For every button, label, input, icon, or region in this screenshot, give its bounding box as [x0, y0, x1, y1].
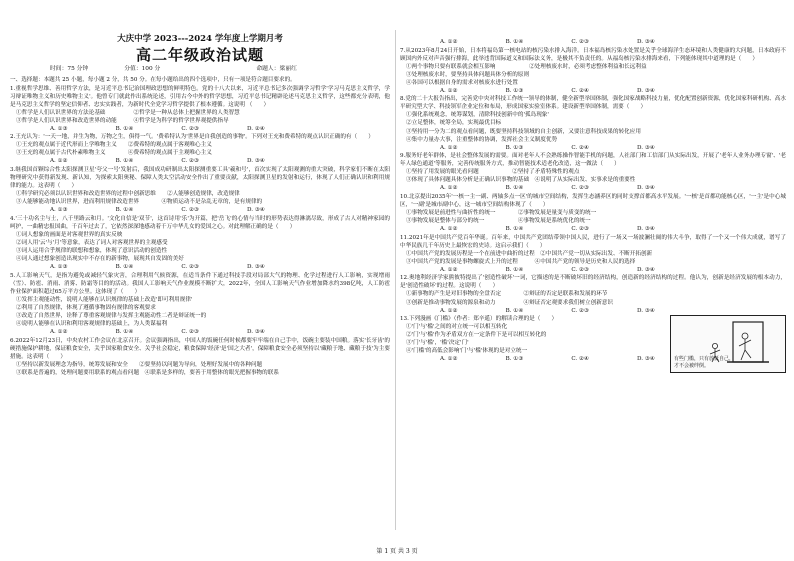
question-6: 6.2022年12月23日，中央农村工作会议在北京召开。会议强调指出，中国人的饭碗任何时候都要牢牢端在自己手中，饭碗主要装中国粮。落实'长牙齿'的硬措施保护耕地，保证粮食安全，关乎国家粮食安全、关乎社会稳定，粮食保障'经济'是'国之大者'，保障粮食安全必须坚持以'藏粮于地、藏粮于技'为主要措施。这表明（ ） ①坚持以新发展理念为指导，统筹发展和安全 ②要坚持以问题为导向，处理好发展中的各种问题 ③联系是普遍的，处理问题要用联系的观点看问题 ④联系是多样的，要善于用整体的眼光把握事物的联系 [10, 337, 390, 376]
question-8: 8.党的二十大报告指出，完善党中央对科技工作统一领导的体制，健全新型举国体制，强化国家战略科技力量，优化配置创新资源，优化国家科研机构、高水平研究型大学、科技领军企业定位和布局，形成国家实验室体系。建设新型举国体制，需要（ ） ①强化系统观念，统筹谋划，清除科技创新中的'孤岛现象' ②立足整体，统筹全局，实现最优目标 ③坚持用一分为二的观点看问题，既要坚持科技领域的自主创新，又要注意科技成果的转化应用 ④集中力量办大事，注重整体的协调，发挥社会主义制度优势 A. ①② B. ①③ C. ②④ D. ③④ [400, 96, 786, 151]
choices: A. ①② B. ①④ C. ②③ D. ③④ [440, 226, 655, 233]
choices: A. ①② B. ①③ C. ②④ D. ③④ [440, 356, 655, 363]
school-header: 大庆中学 2023---2024 学年度上学期月考 [117, 34, 283, 44]
choices: A. ①② B. ①③ C. ②④ D. ③④ [440, 144, 655, 151]
choices: A. ①② B. ①④ C. ②③ D. ③④ [440, 185, 655, 192]
page-footer: 第 1 页 共 3 页 [376, 548, 418, 555]
question-9: 9.服务好老年群体，是社会整体发展的需要。面对老年人不会熟练操作智能手机的问题，人社部门和工信部门从实际出发，开展了'老年人业务办理专窗'、'老年人绿色通道'等服务，完善传统服务方式，推动智能技术适老化改造，这一做法（ ） ①坚持了用发展的眼光看问题 ②坚持了矛盾特殊性的观点 ③体现了具体问题具体分析是正确认识事物的基础 ④说明了从实际出发、实事求是的重要性 A. ①② B. ①④ C. ②③ D. ③④ [400, 153, 786, 192]
exam-author: 命题人：梁丽红 [256, 66, 297, 72]
choices: A. ①② B. ①④ C. ②③ D. ③④ [440, 307, 655, 314]
choices: A. ①② B. ①④ C. ②③ D. ③④ [440, 266, 655, 273]
choices: A. ①② B. ①④ C. ②③ D. ③④ [50, 328, 265, 335]
question-4: 4.'三十功名尘与土，八千里路云和月。'文化自信是'双节'，这首诗用'乐'为开篇，把'岳飞'的心情与当时的形势表达得淋漓尽致，形成了古人对精神家园的呵护，一曲精忠报国曲，千百年过去了，它依然深深地感动着千万中华儿女的爱国之心。对此理解正确的是（ ） ①词人想象的画面是对客观世界的真实反映 ②词人用'云'与'月'等意象，表达了词人对客观世界的主观感受 ③词人运用合乎规律的联想和想象，体现了意识活动的创造性 ④词人通过想象创造出现实中不存在的新事物，展现其自发固的美好 A. ①③ B. ①④ C. ②③ D. ③④ [10, 215, 390, 271]
exam-title: 高二年级政治试题 [135, 46, 264, 64]
choices: A. ①③ B. ①④ C. ②③ D. ②④ [50, 125, 265, 132]
choices: A. ①② B. ①④ C. ②③ D. ③④ [50, 158, 265, 165]
cartoon-threshold [670, 315, 786, 373]
question-3: 3.继我国首颗综合性太阳探测卫星'夸父一号'发射后，我国成功研制出太阳探测重要工具'羲和号'，首次实现了太阳观测的重大突破，科学家们不断在太阳物理研究中获得新发现、新认知，为探索太阳奥秘、保障人类太空活动安全作出了重要贡献，太阳探测卫星的发射和运行，体现了人们正确认识和利用规律的能力。这表明（ ） ①科学研究必须以认识世界和改造世界的过程中创新思维 ②人能够创造规律，改造规律 ③人能够能动地认识世界，进而利用规律改造世界 ④物质运动不是杂乱无章的，是有规律的 A. ①③ B. ①④ C. ②③ D. ③④ [10, 167, 390, 214]
choices: A. ①② B. ①④ C. ②③ D. ③④ [440, 39, 655, 45]
section-heading: 一、选择题：本题共 25 小题，每小题 2 分，共 50 分。在每小题给出的四个选项中，只有一项是符合题目要求的。 [10, 77, 296, 83]
question-11: 11.2021年是中国共产党百年华诞。百年来，中国共产党团结带领中国人民，进行了一场又一场波澜壮阔的伟大斗争，取得了一个又一个伟大成就，谱写了中华民族几千年历史上最恢宏的史诗。这启示我们（ ） ①中国共产党的发展历程是一个在前进中曲折的过程 ②中国共产党一切从实际出发、不断开拓创新 ③中国共产党的发展是事物螺旋式上升的过程 ④中国共产党的领导是历史和人民的选择 A. ①② B. ①④ C. ②③ D. ③④ [400, 234, 786, 273]
question-1: 1.重视哲学思维、善用哲学方法，是习近平总书记治国理政思想的鲜明特色。党的十八大以来，习近平总书记多次强调学习哲学'学习马克思主义哲学，学习辩证唯物主义和历史唯物主义'。他曾专门就此作出系统论述，引用古今中外的哲学思想，习近平总书记精辟论述马克思主义哲学，这些都充分表明，他是马克思主义哲学的坚定信仰者、忠实实践者，为新时代全党学习哲学提供了根本遵循。这说明 （ ） ①哲学是人们认识世界的方法论基础 ②哲学是一种从总体上把握世界的人类智慧 ③哲学是人们认识世界和改造世界的动能 ④哲学是为科学的哲学世界观提供指导 A. ①③ B. ①④ C. ②③ D. ②④ [10, 85, 390, 132]
left-column [10, 0, 390, 545]
question-12: 12.奥地利经济学家熊彼特提出了'创造性破坏'一词，它描述的是不断破坏旧的经济结构，创造新的经济结构的过程。他认为，创新是经济发展的根本动力，是'创造性破坏'的过程。这说明（ ） ①新事物的产生是对旧事物的全盘否定 ②辩证的否定是联系和发展的环节 ③创新是推动事物发展的源泉和动力 ④辩证否定观要求我们树立创新意识 A. ①② B. ①④ C. ②③ D. ③④ [400, 275, 786, 314]
cartoon-caption: 有些门槛，只有放低自己， 才不会被绊倒。 [674, 356, 735, 369]
column-divider [395, 30, 396, 530]
question-10: 10.北京提出2035年'一核一主一副、两轴多点一区'的城市空间结构，发挥生态涵养区的同时支撑首都高水平发展。'一核'是首都功能核心区，'一主'是中心城区，'一副'是城市副中心，这一城市空间结构体现了（ ） ①事物发展是前进性与曲折性的统一 ②事物发展是量变与质变的统一 ③事物发展是整体与部分的统一 ④事物发展是系统优化的统一 A. ①② B. ①④ C. ②③ D. ③④ [400, 193, 786, 233]
exam-meta [10, 65, 390, 74]
exam-score: 分值：100 分 [124, 66, 161, 72]
question-6-choices [400, 38, 786, 46]
question-7: 7.从2023年8月24日开始，日本将福岛第一核电站的核污染水排入海洋。日本福岛核污染水处置是关乎全球海洋生态环境和人类健康的大问题，日本政府不顾国内外反对声音强行排海，此举违背国际道义和国际法义务，是极其不负责任的。从福岛核污染水排海来看，下列能体现其中道理的是（ ） ①两个事物只要有联系就会相互影响 ②处理核废水时，必须考虑整体利益和长远利益 ③处理核废水时，要坚持具体问题具体分析的原则 ④各国可以根据自身的需求对核废水进行处置 A. ①② B. ①③ C. ②④ D. ③④ [400, 47, 786, 94]
right-column [400, 0, 786, 545]
choices: A. ①③ B. ①④ C. ②③ D. ③④ [50, 207, 265, 214]
question-5: 5.人工影响天气，是指为避免或减轻气象灾害，合理利用气候资源，在适当条件下通过科技手段对局部大气的物理、化学过程进行人工影响，实现增雨（雪）、防雹、消雨、消雾、防霜等目的的活动。我国人工影响天气作业规模不断扩大，2022年，全国人工影响天气作业增加降水约398亿吨，人工防雹作业保护面积超过65万平方公里。这体现了（ ） ①发挥主观能动性，说明人能够在认识规律的基础上改造'即可利用规律' ②利用了自然规律，体现了遵循事物固有规律的客观要求 ③改造了自然世界，诠释了尊重客观规律与发挥主观能动性二者是辩证统一的 ④说明人能够在认识和利用客观规律的基础上，为人类谋福利 A. ①② B. ①④ C. ②③ D. ③④ [10, 272, 390, 335]
question-2: 2.王充认为：'一天一地，并生为物，万物之生，俱得一气。'费希特认为'世界是自我创造的事物'。下列对王充和费希特的观点认识正确的有（ ） ①王充的观点属于近代形而上学唯物主义 ②费希特的观点属于客观唯心主义 ③王充的观点属于古代朴素唯物主义 ④费希特的观点属于主观唯心主义 A. ①② B. ①④ C. ②③ D. ③④ [10, 133, 390, 165]
question-13: 13.下列漫画《门槛》（作者：郑辛遥）的解读合理的是（ ） ①'门'与'槛'之间的对立统一可以相互转化 ②'门'与'槛'作为矛盾双方在一定条件下是可以相互转化的 ③'门'与'槛'，'槛'决定'门' ④'门槛'的高低会影响'门'与'槛'体现的是对立统一 A. ①② B. ①③ C. ②④ D. ③④ 有些门槛，只有放低自己， 才不会被绊倒。 [400, 315, 786, 373]
choices: A. ①③ B. ①④ C. ②③ D. ③④ [50, 264, 265, 271]
choices: A. ①② B. ①③ C. ②④ D. ③④ [440, 87, 655, 94]
exam-time: 时间：75 分钟 [50, 66, 89, 72]
